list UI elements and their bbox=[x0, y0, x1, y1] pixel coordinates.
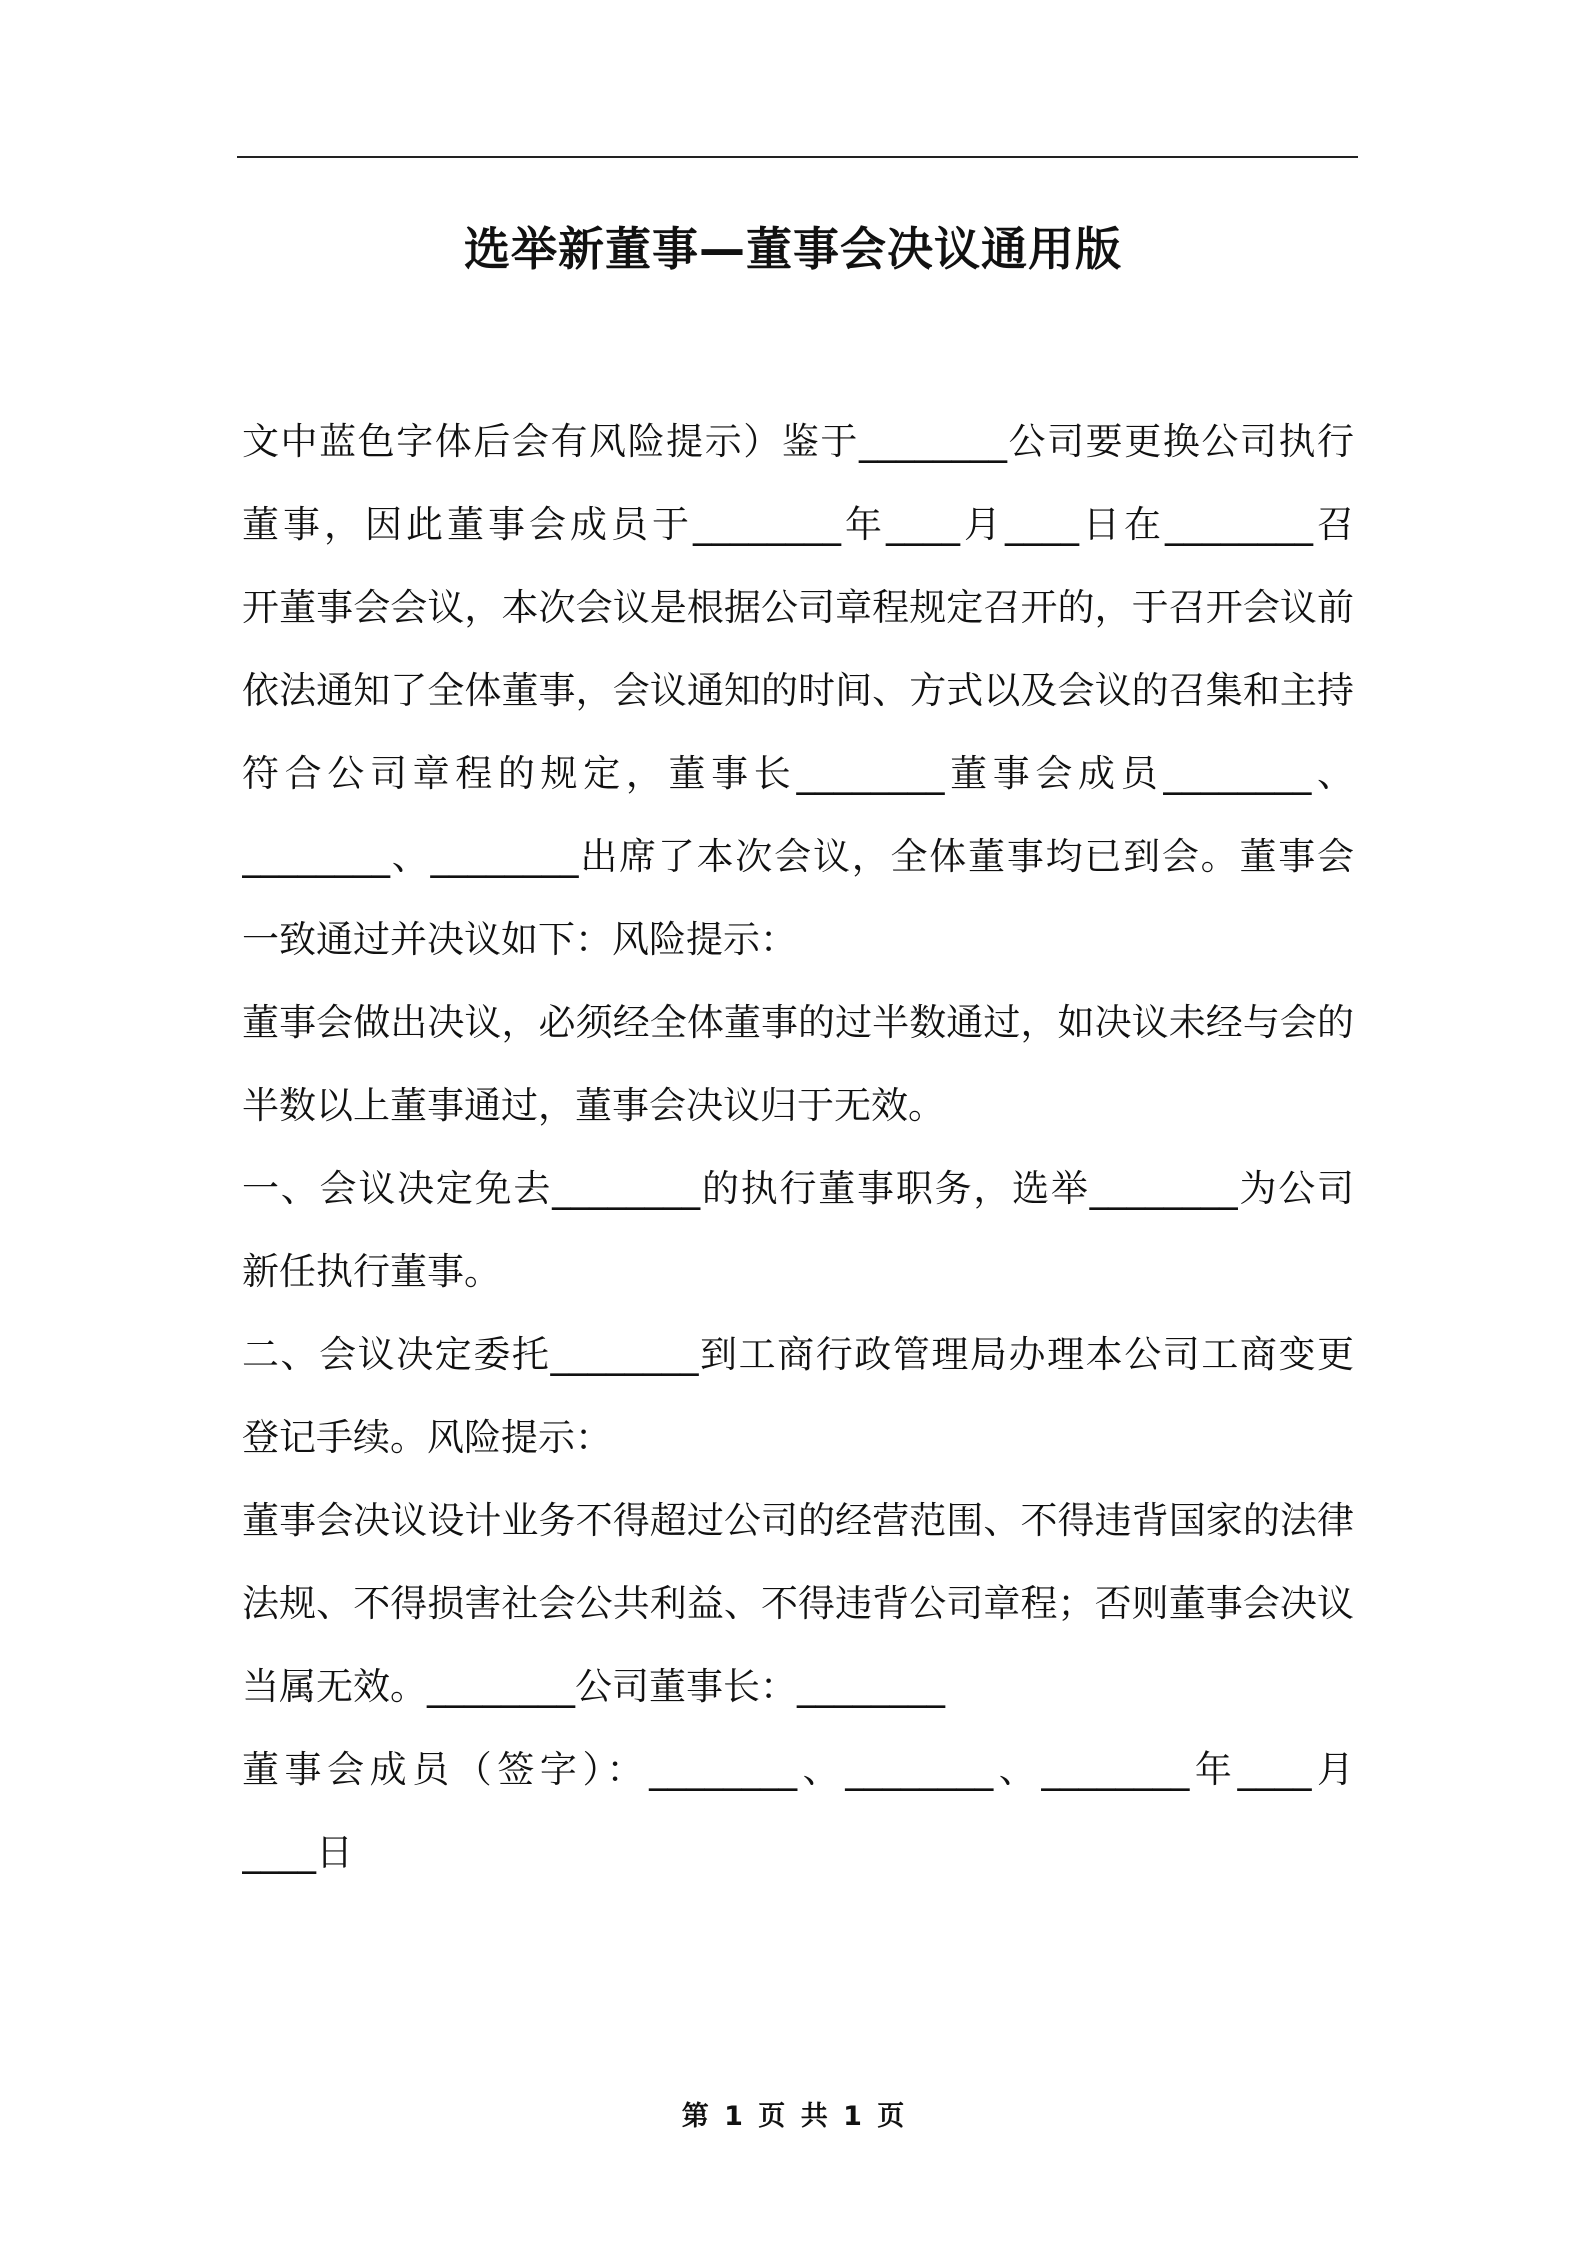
header-rule bbox=[237, 156, 1358, 158]
body-line: 二、会议决定委托________到工商行政管理局办理本公司工商变更 bbox=[242, 1333, 1354, 1376]
body-line: 董事会决议设计业务不得超过公司的经营范围、不得违背国家的法律 bbox=[242, 1499, 1354, 1542]
body-line: 文中蓝色字体后会有风险提示）鉴于________公司要更换公司执行 bbox=[242, 420, 1354, 463]
body-line: 董事会做出决议，必须经全体董事的过半数通过，如决议未经与会的 bbox=[242, 1001, 1354, 1044]
document-title: 选举新董事—董事会决议通用版 bbox=[464, 222, 1122, 276]
body-line: 当属无效。________公司董事长：________ bbox=[242, 1665, 945, 1708]
body-line: 半数以上董事通过，董事会决议归于无效。 bbox=[242, 1084, 945, 1127]
body-line: 开董事会会议，本次会议是根据公司章程规定召开的，于召开会议前 bbox=[242, 586, 1354, 629]
body-line: 符合公司章程的规定，董事长________董事会成员________、 bbox=[242, 752, 1354, 795]
body-line: 依法通知了全体董事，会议通知的时间、方式以及会议的召集和主持 bbox=[242, 669, 1354, 712]
document-body bbox=[242, 400, 1354, 1894]
body-line: 董事，因此董事会成员于________年____月____日在________召 bbox=[242, 503, 1354, 546]
page-footer: 第 1 页 共 1 页 bbox=[681, 2101, 905, 2132]
body-line: 一、会议决定免去________的执行董事职务，选举________为公司 bbox=[242, 1167, 1354, 1210]
body-line: ____日 bbox=[242, 1831, 353, 1874]
body-line: 新任执行董事。 bbox=[242, 1250, 501, 1293]
body-line: 登记手续。风险提示： bbox=[242, 1416, 612, 1459]
body-line: ________、________出席了本次会议，全体董事均已到会。董事会 bbox=[242, 835, 1354, 878]
body-line: 一致通过并决议如下：风险提示： bbox=[242, 918, 797, 961]
body-line: 法规、不得损害社会公共利益、不得违背公司章程；否则董事会决议 bbox=[242, 1582, 1354, 1625]
body-line: 董事会成员（签字）：________、________、________年____月 bbox=[242, 1748, 1354, 1791]
